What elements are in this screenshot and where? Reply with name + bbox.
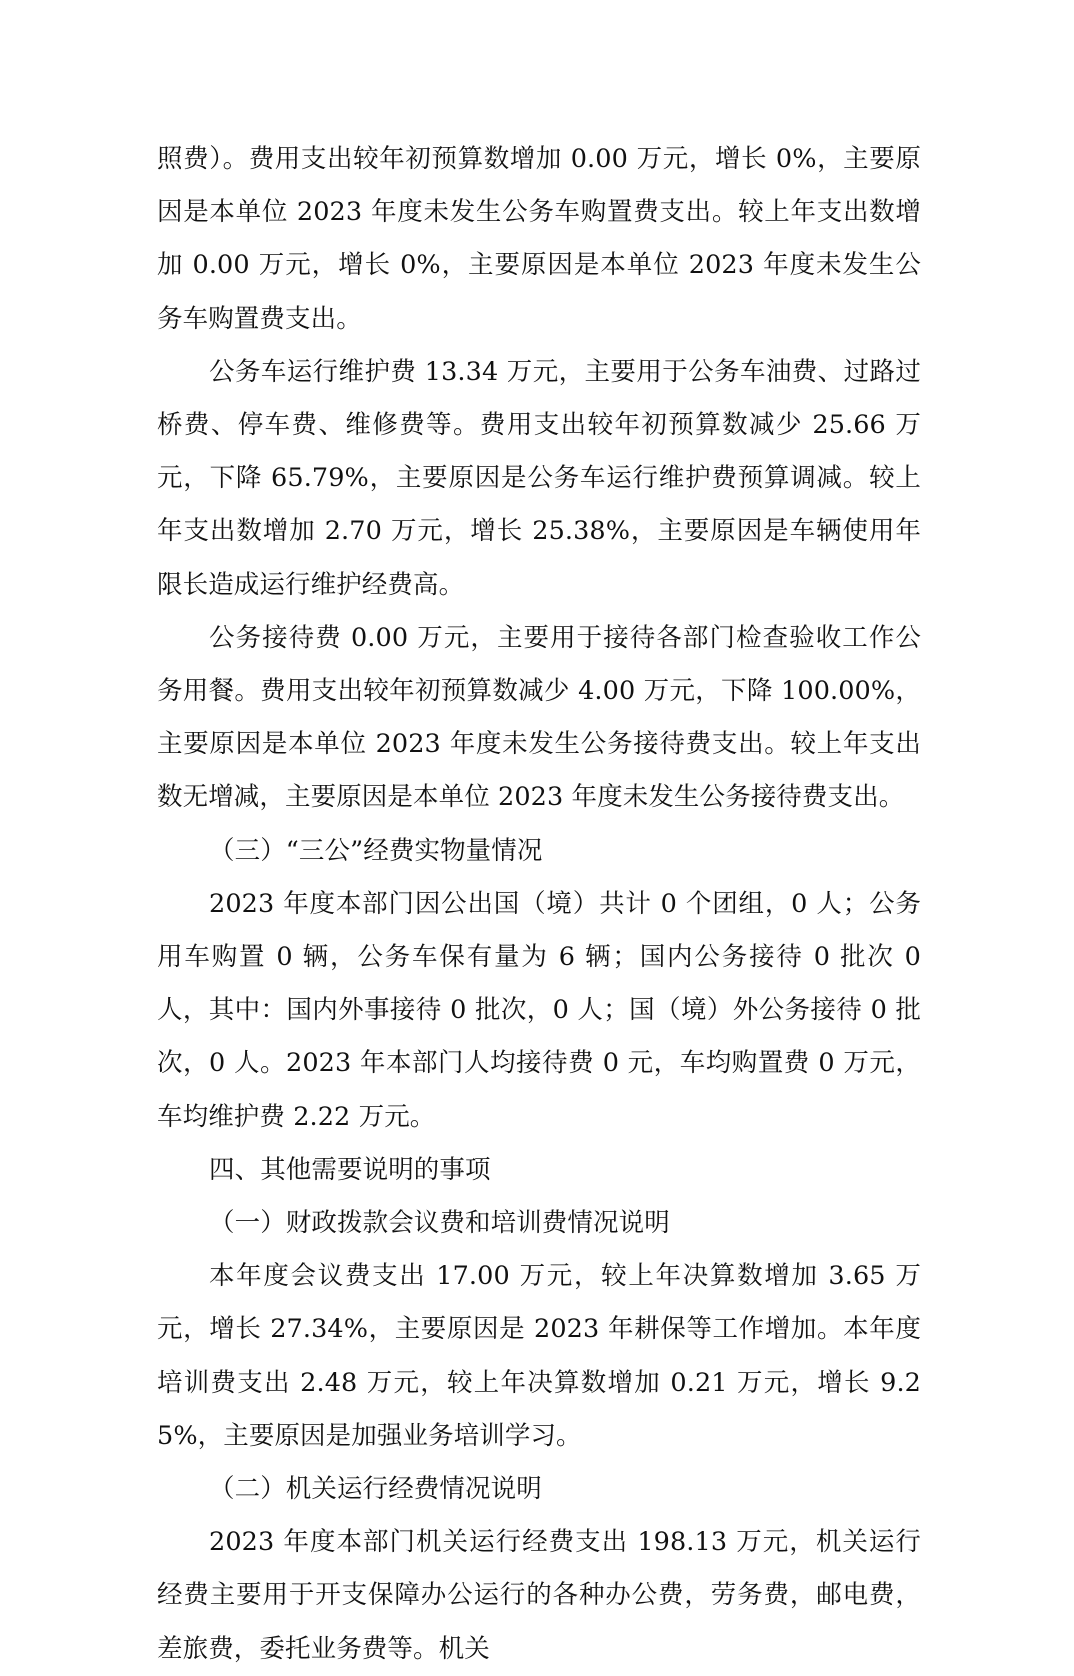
paragraph-agency-operating-expenses-detail: 2023 年度本部门机关运行经费支出 198.13 万元，机关运行经费主要用于开支保障办公运行的各种办公费，劳务费，邮电费，差旅费，委托业务费等。机关 <box>157 1527 921 1664</box>
heading-sangong-physical-quantity: （三）“三公”经费实物量情况 <box>209 835 543 866</box>
heading-meeting-and-training-fee: （一）财政拨款会议费和培训费情况说明 <box>209 1208 670 1239</box>
paragraph-official-reception-fee: 公务接待费 0.00 万元，主要用于接待各部门检查验收工作公务用餐。费用支出较年初预算数减少 4.00 万元，下降 100.00%，主要原因是本单位 2023 年度未发生公务接待费支出。较上年支出数无增减，主要原因是本单位 2023 年度未发生公务接待费支出。 <box>157 622 921 813</box>
paragraph-meeting-and-training-fee-detail: 本年度会议费支出 17.00 万元，较上年决算数增加 3.65 万元，增长 27.34%，主要原因是 2023 年耕保等工作增加。本年度培训费支出 2.48 万元，较上年决算数增加 0.21 万元，增长 9.25%，主要原因是加强业务培训学习。 <box>157 1261 921 1451</box>
paragraph-sangong-physical-quantity-detail: 2023 年度本部门因公出国（境）共计 0 个团组，0 人；公务用车购置 0 辆，公务车保有量为 6 辆；国内公务接待 0 批次 0 人，其中：国内外事接待 0 批次，0 人；国（境）外公务接待 0 批次，0 人。2023 年本部门人均接待费 0 元，车均购置费 0 万元，车均维护费 2.22 万元。 <box>157 888 921 1132</box>
paragraph-vehicle-operation-maintenance-fee: 公务车运行维护费 13.34 万元，主要用于公务车油费、过路过桥费、停车费、维修费等。费用支出较年初预算数减少 25.66 万元，下降 65.79%，主要原因是公务车运行维护费预算调减。较上年支出数增加 2.70 万元，增长 25.38%，主要原因是车辆使用年限长造成运行维护经费高。 <box>157 356 921 600</box>
document-body <box>157 133 921 1676</box>
heading-agency-operating-expenses: （二）机关运行经费情况说明 <box>209 1474 542 1505</box>
paragraph-vehicle-purchase-fee: 照费）。费用支出较年初预算数增加 0.00 万元，增长 0%，主要原因是本单位 2023 年度未发生公务车购置费支出。较上年支出数增加 0.00 万元，增长 0%，主要原因是本单位 2023 年度未发生公务车购置费支出。 <box>157 144 921 334</box>
heading-section-four-other-matters: 四、其他需要说明的事项 <box>209 1154 491 1185</box>
